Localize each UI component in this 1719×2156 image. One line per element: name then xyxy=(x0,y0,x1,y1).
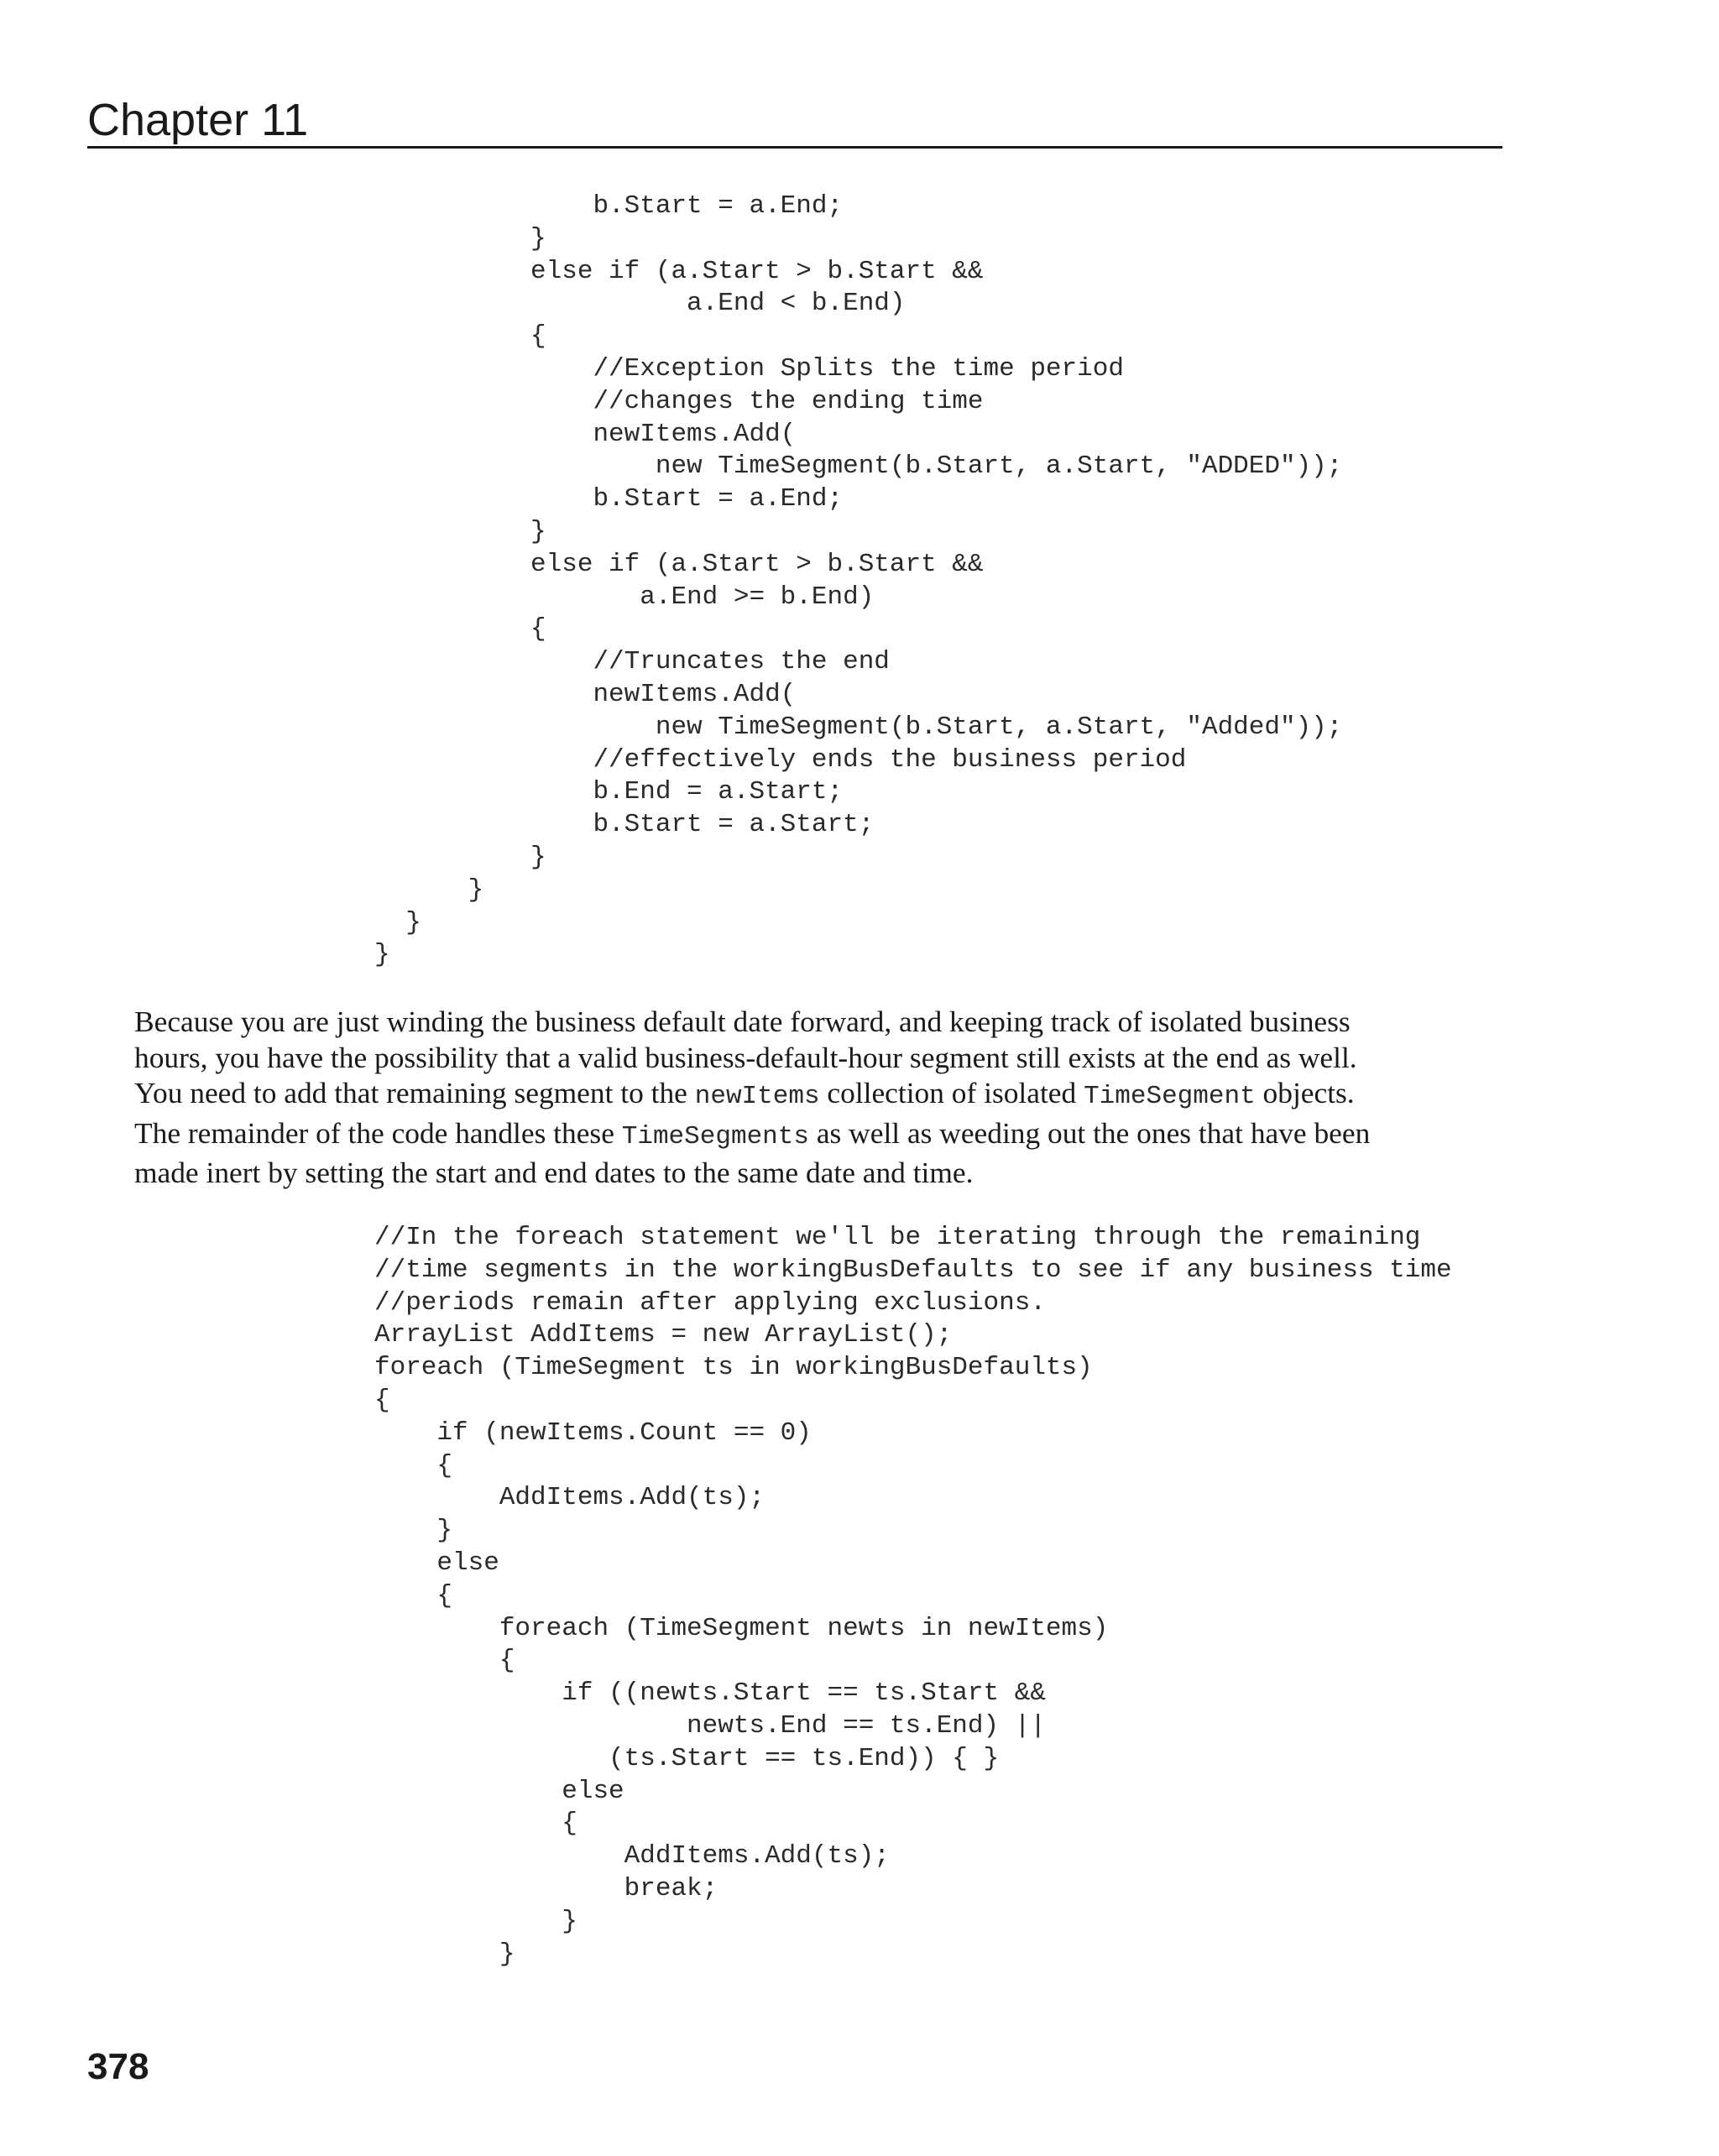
code-line: a.End < b.End) xyxy=(374,289,906,319)
code-line: } xyxy=(374,907,421,937)
inline-code: newItems xyxy=(694,1082,820,1112)
code-line: new TimeSegment(b.Start, a.Start, "ADDED")); xyxy=(374,452,1343,482)
code-line: } xyxy=(374,516,546,546)
code-line: } xyxy=(374,874,484,905)
code-line: AddItems.Add(ts); xyxy=(374,1483,765,1513)
chapter-title: Chapter 11 xyxy=(87,95,309,145)
code-line: b.Start = a.End; xyxy=(374,484,844,514)
code-line: newts.End == ts.End) || xyxy=(374,1710,1046,1741)
code-line: { xyxy=(374,1385,390,1415)
code-line: } xyxy=(374,1939,515,1969)
code-line: else xyxy=(374,1776,624,1806)
page-number: 378 xyxy=(87,2046,149,2087)
code-line: //time segments in the workingBusDefaults to see if any business time xyxy=(374,1255,1452,1285)
code-line: if ((newts.Start == ts.Start && xyxy=(374,1678,1046,1709)
code-line: //In the foreach statement we'll be iterating through the remaining xyxy=(374,1223,1421,1252)
code-line: { xyxy=(374,1580,453,1610)
code-line: (ts.Start == ts.End)) { } xyxy=(374,1743,1000,1773)
code-line: else xyxy=(374,1548,499,1578)
paragraph-line xyxy=(134,1075,1494,1115)
code-listing-bottom xyxy=(374,1222,1452,1971)
code-line: AddItems.Add(ts); xyxy=(374,1841,890,1871)
code-line: ArrayList AddItems = new ArrayList(); xyxy=(374,1320,953,1350)
paragraph-text: You need to add that remaining segment to the xyxy=(134,1076,695,1110)
code-line: } xyxy=(374,842,546,872)
inline-code: TimeSegments xyxy=(621,1121,809,1151)
code-line: //periods remain after applying exclusions. xyxy=(374,1287,1046,1318)
paragraph-text: The remainder of the code handles these xyxy=(134,1115,622,1150)
chapter-header xyxy=(87,87,1502,149)
code-line: //Truncates the end xyxy=(374,647,890,677)
code-line: new TimeSegment(b.Start, a.Start, "Added")); xyxy=(374,712,1343,742)
code-line: else if (a.Start > b.Start && xyxy=(374,256,984,286)
code-line: b.Start = a.Start; xyxy=(374,810,875,840)
paragraph-line xyxy=(134,1115,1494,1156)
body-paragraph xyxy=(134,1004,1494,1191)
code-line: newItems.Add( xyxy=(374,679,797,709)
code-line: //effectively ends the business period xyxy=(374,744,1187,775)
code-line: { xyxy=(374,1809,577,1839)
code-line: b.Start = a.End; xyxy=(374,191,844,221)
code-line: if (newItems.Count == 0) xyxy=(374,1417,812,1448)
paragraph-text: objects. xyxy=(1255,1076,1355,1110)
paragraph-line: made inert by setting the start and end dates to the same date and time. xyxy=(134,1156,974,1190)
paragraph-text: collection of isolated xyxy=(819,1076,1084,1110)
code-line: } xyxy=(374,223,546,253)
code-line: break; xyxy=(374,1873,718,1903)
inline-code: TimeSegment xyxy=(1084,1082,1256,1112)
code-line: else if (a.Start > b.Start && xyxy=(374,549,984,579)
code-line: { xyxy=(374,614,546,645)
code-line: foreach (TimeSegment ts in workingBusDefaults) xyxy=(374,1353,1093,1383)
paragraph-line: hours, you have the possibility that a valid business-default-hour segment still exists at the end as well. xyxy=(134,1040,1357,1074)
code-line: newItems.Add( xyxy=(374,419,797,449)
code-line: foreach (TimeSegment newts in newItems) xyxy=(374,1613,1109,1643)
code-line: { xyxy=(374,1646,515,1676)
code-listing-top xyxy=(374,191,1342,972)
code-line: } xyxy=(374,1516,453,1546)
code-line: a.End >= b.End) xyxy=(374,582,875,612)
code-line: { xyxy=(374,1450,453,1480)
paragraph-line: Because you are just winding the business default date forward, and keeping track of isolated business xyxy=(134,1005,1351,1038)
paragraph-text: as well as weeding out the ones that have been xyxy=(809,1115,1371,1150)
code-line: //changes the ending time xyxy=(374,386,984,416)
code-line: //Exception Splits the time period xyxy=(374,353,1124,384)
code-line: } xyxy=(374,1906,577,1936)
code-line: b.End = a.Start; xyxy=(374,777,844,807)
code-line: } xyxy=(374,940,390,970)
code-line: { xyxy=(374,321,546,352)
